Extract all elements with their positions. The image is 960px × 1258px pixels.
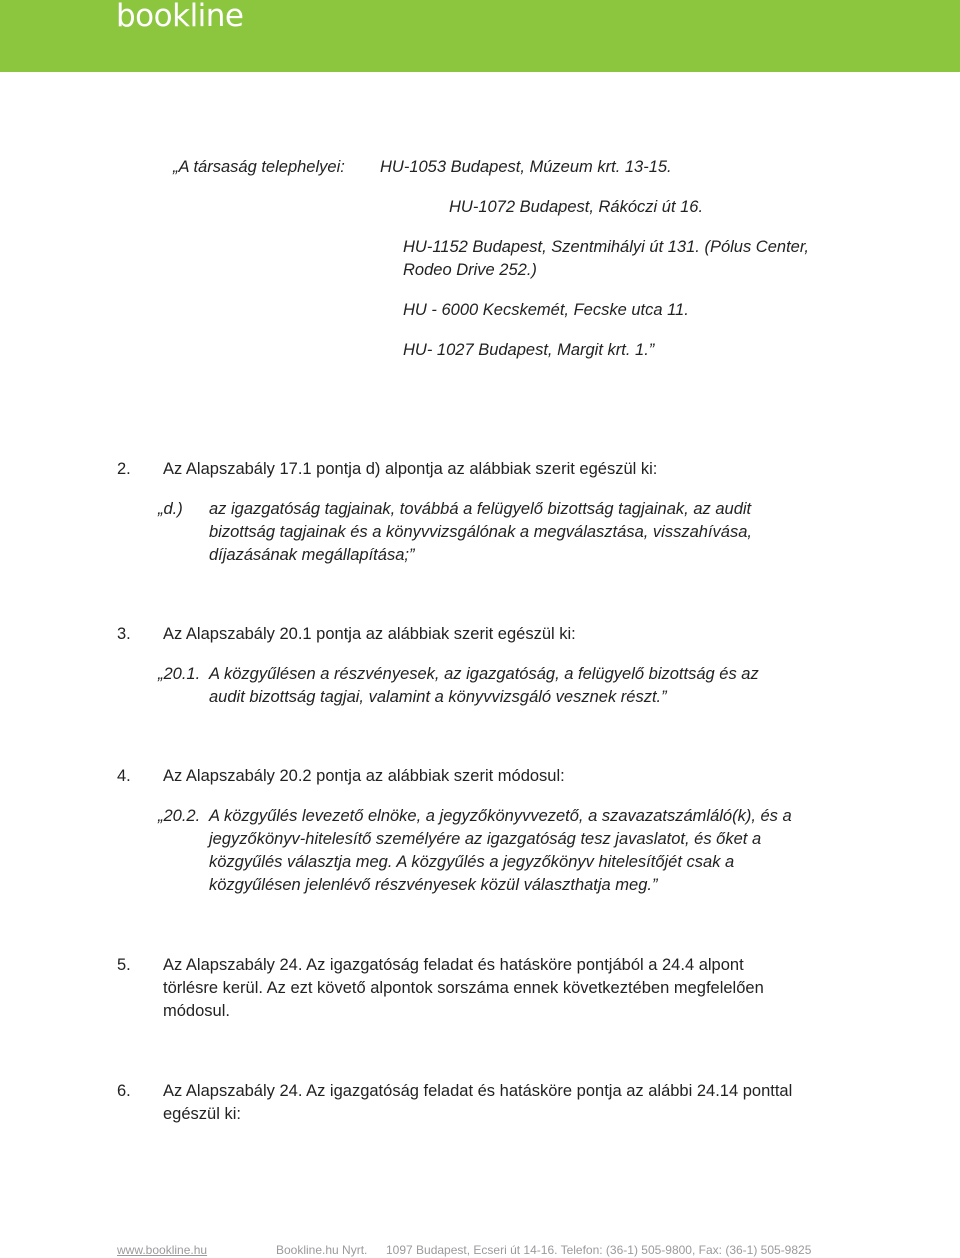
footer-link-wrap	[117, 1243, 207, 1257]
quote-line: közgyűlés választja meg. A közgyűlés a jegyzőkönyv hitelesítőjét csak a	[209, 853, 735, 871]
location-line: HU-1053 Budapest, Múzeum krt. 13-15.	[380, 158, 672, 176]
location-line: HU-1152 Budapest, Szentmihályi út 131. (Pólus Center,	[403, 238, 809, 256]
quote-line: jegyzőkönyv-hitelesítő személyére az igazgatóság tesz javaslatot, és őket a	[209, 830, 762, 848]
quote-line: az igazgatóság tagjainak, továbbá a felügyelő bizottság tagjainak, az audit	[209, 500, 752, 518]
quote-line: A közgyűlésen a részvényesek, az igazgatóság, a felügyelő bizottság és az	[209, 665, 759, 683]
item-text-line: törlésre kerül. Az ezt követő alpontok sorszáma ennek következtében megfelelően	[163, 979, 764, 997]
quote-label: „20.2.	[158, 807, 201, 825]
item-number: 6.	[117, 1082, 131, 1100]
location-line: HU-1072 Budapest, Rákóczi út 16.	[449, 198, 704, 216]
quote-label: „d.)	[158, 500, 183, 518]
item-heading: Az Alapszabály 17.1 pontja d) alpontja az alábbiak szerit egészül ki:	[163, 460, 658, 478]
item-text-line: Az Alapszabály 24. Az igazgatóság feladat és hatásköre pontja az alábbi 24.14 ponttal	[163, 1082, 793, 1100]
quote-line: audit bizottság tagjai, valamint a könyvvizsgáló vesznek részt.”	[209, 688, 667, 706]
quote-line: közgyűlésen jelenlévő részvényesek közül választhatja meg.”	[209, 876, 658, 894]
item-text-line: módosul.	[163, 1002, 230, 1020]
item-number: 5.	[117, 956, 131, 974]
item-number: 4.	[117, 767, 131, 785]
footer-company: Bookline.hu Nyrt.	[276, 1243, 368, 1257]
header-bar	[0, 0, 960, 72]
item-number: 2.	[117, 460, 131, 478]
location-line: HU - 6000 Kecskemét, Fecske utca 11.	[403, 301, 689, 319]
item-heading: Az Alapszabály 20.1 pontja az alábbiak szerit egészül ki:	[163, 625, 576, 643]
item-text-line: egészül ki:	[163, 1105, 241, 1123]
quote-line: díjazásának megállapítása;”	[209, 546, 415, 564]
item-text-line: Az Alapszabály 24. Az igazgatóság feladat és hatásköre pontjából a 24.4 alpont	[163, 956, 744, 974]
location-line: HU- 1027 Budapest, Margit krt. 1.”	[403, 341, 655, 359]
footer-address: 1097 Budapest, Ecseri út 14-16. Telefon: (36-1) 505-9800, Fax: (36-1) 505-9825	[386, 1243, 812, 1257]
item-number: 3.	[117, 625, 131, 643]
quote-line: A közgyűlés levezető elnöke, a jegyzőkönyvvezető, a szavazatszámláló(k), és a	[209, 807, 792, 825]
locations-label: „A társaság telephelyei:	[173, 158, 345, 176]
location-line: Rodeo Drive 252.)	[403, 261, 537, 279]
website-link[interactable]: www.bookline.hu	[117, 1243, 208, 1257]
quote-line: bizottság tagjainak és a könyvvizsgálónak a megválasztása, visszahívása,	[209, 523, 752, 541]
bookline-logo[interactable]: bookline	[116, 0, 244, 34]
quote-label: „20.1.	[158, 665, 201, 683]
item-heading: Az Alapszabály 20.2 pontja az alábbiak szerit módosul:	[163, 767, 565, 785]
